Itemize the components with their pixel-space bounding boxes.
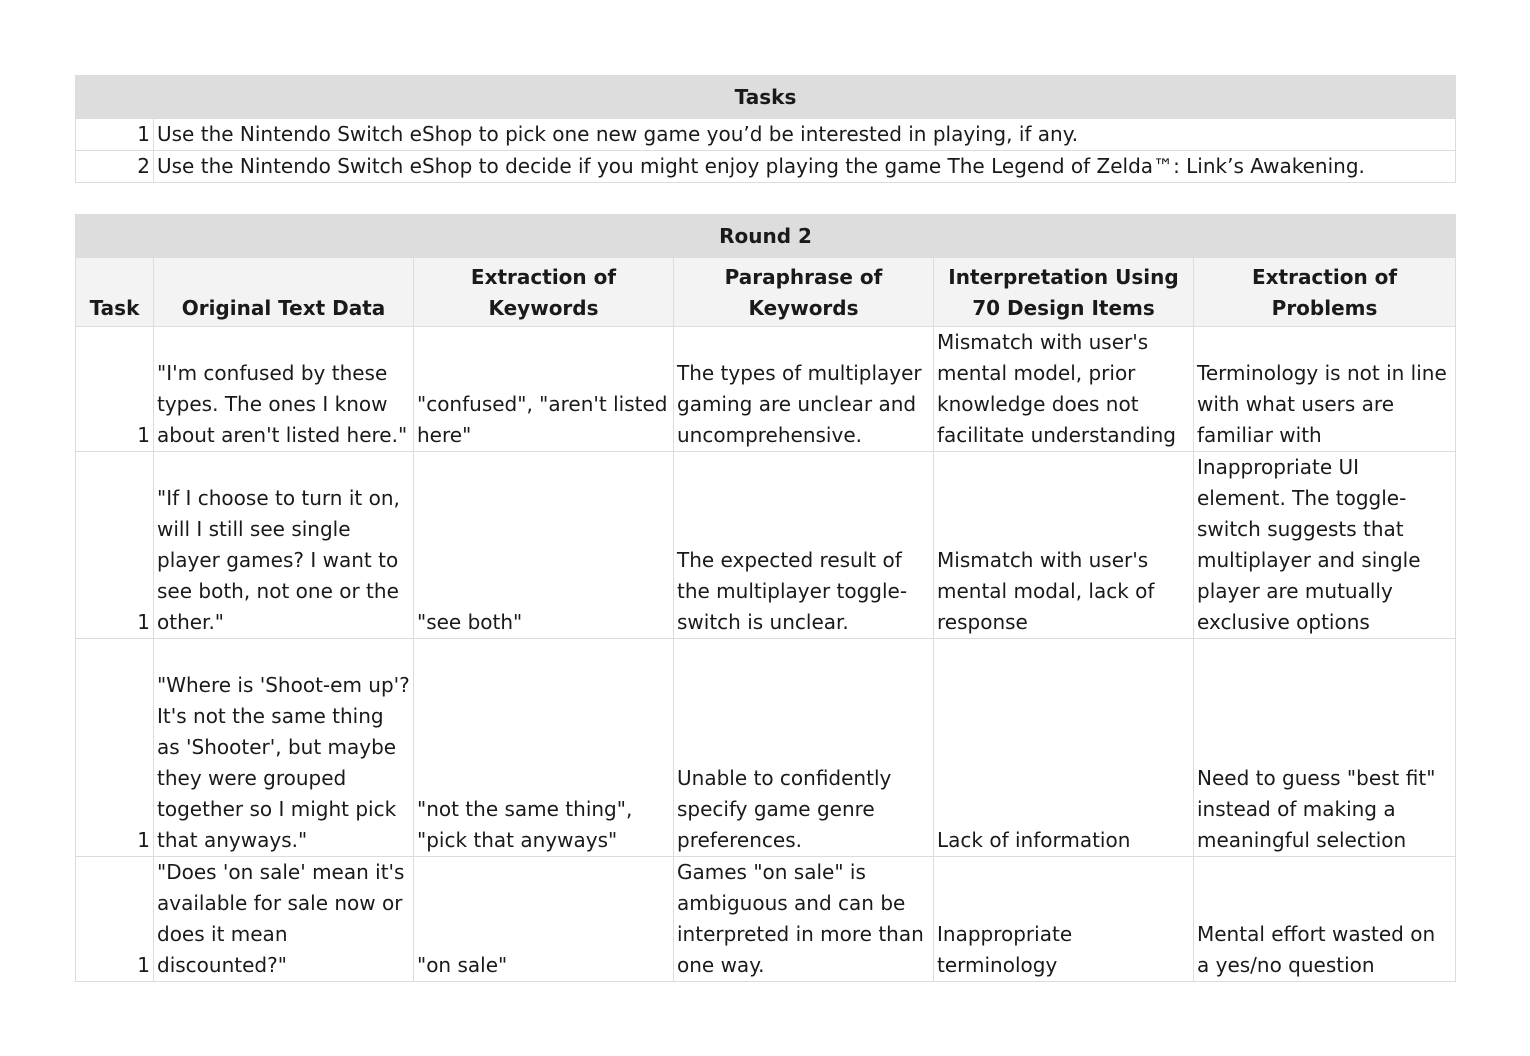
cell-interpretation: Lack of information <box>934 639 1194 857</box>
header-original-text: Original Text Data <box>154 258 414 327</box>
cell-problems: Need to guess "best fit" instead of making a meaningful selection <box>1194 639 1456 857</box>
round-title-row <box>76 215 1456 258</box>
cell-keywords: "see both" <box>414 452 674 639</box>
cell-original: "Does 'on sale' mean it's available for sale now or does it mean discounted?" <box>154 857 414 982</box>
table-row <box>76 327 1456 452</box>
cell-task: 1 <box>76 452 154 639</box>
tasks-table <box>75 75 1456 183</box>
task-number: 1 <box>76 119 154 151</box>
cell-problems: Mental effort wasted on a yes/no question <box>1194 857 1456 982</box>
tasks-title-row <box>76 76 1456 119</box>
cell-problems: Terminology is not in line with what users are familiar with <box>1194 327 1456 452</box>
cell-keywords: "on sale" <box>414 857 674 982</box>
table-row <box>76 639 1456 857</box>
cell-paraphrase: The expected result of the multiplayer toggle-switch is unclear. <box>674 452 934 639</box>
cell-problems: Inappropriate UI element. The toggle-switch suggests that multiplayer and single player are mutually exclusive options <box>1194 452 1456 639</box>
table-row <box>76 857 1456 982</box>
cell-original: "I'm confused by these types. The ones I know about aren't listed here." <box>154 327 414 452</box>
cell-original: "If I choose to turn it on, will I still see single player games? I want to see both, not one or the other." <box>154 452 414 639</box>
header-interpretation: Interpretation Using 70 Design Items <box>934 258 1194 327</box>
cell-interpretation: Mismatch with user's mental modal, lack of response <box>934 452 1194 639</box>
header-keywords: Extraction of Keywords <box>414 258 674 327</box>
cell-original: "Where is 'Shoot-em up'? It's not the same thing as 'Shooter', but maybe they were grouped together so I might pick that anyways." <box>154 639 414 857</box>
cell-task: 1 <box>76 639 154 857</box>
round-title: Round 2 <box>76 215 1456 258</box>
cell-task: 1 <box>76 857 154 982</box>
task-row <box>76 119 1456 151</box>
task-number: 2 <box>76 151 154 183</box>
header-paraphrase: Paraphrase of Keywords <box>674 258 934 327</box>
cell-keywords: "confused", "aren't listed here" <box>414 327 674 452</box>
table-row <box>76 452 1456 639</box>
cell-interpretation: Mismatch with user's mental model, prior knowledge does not facilitate understanding <box>934 327 1194 452</box>
cell-paraphrase: Unable to confidently specify game genre preferences. <box>674 639 934 857</box>
tasks-title: Tasks <box>76 76 1456 119</box>
cell-task: 1 <box>76 327 154 452</box>
header-task: Task <box>76 258 154 327</box>
cell-interpretation: Inappropriate terminology <box>934 857 1194 982</box>
column-header-row <box>76 258 1456 327</box>
cell-paraphrase: The types of multiplayer gaming are unclear and uncomprehensive. <box>674 327 934 452</box>
round-table <box>75 214 1456 982</box>
task-text: Use the Nintendo Switch eShop to decide if you might enjoy playing the game The Legend of Zelda™: Link’s Awakening. <box>154 151 1456 183</box>
header-problems: Extraction of Problems <box>1194 258 1456 327</box>
task-text: Use the Nintendo Switch eShop to pick one new game you’d be interested in playing, if any. <box>154 119 1456 151</box>
cell-paraphrase: Games "on sale" is ambiguous and can be interpreted in more than one way. <box>674 857 934 982</box>
task-row <box>76 151 1456 183</box>
cell-keywords: "not the same thing", "pick that anyways" <box>414 639 674 857</box>
